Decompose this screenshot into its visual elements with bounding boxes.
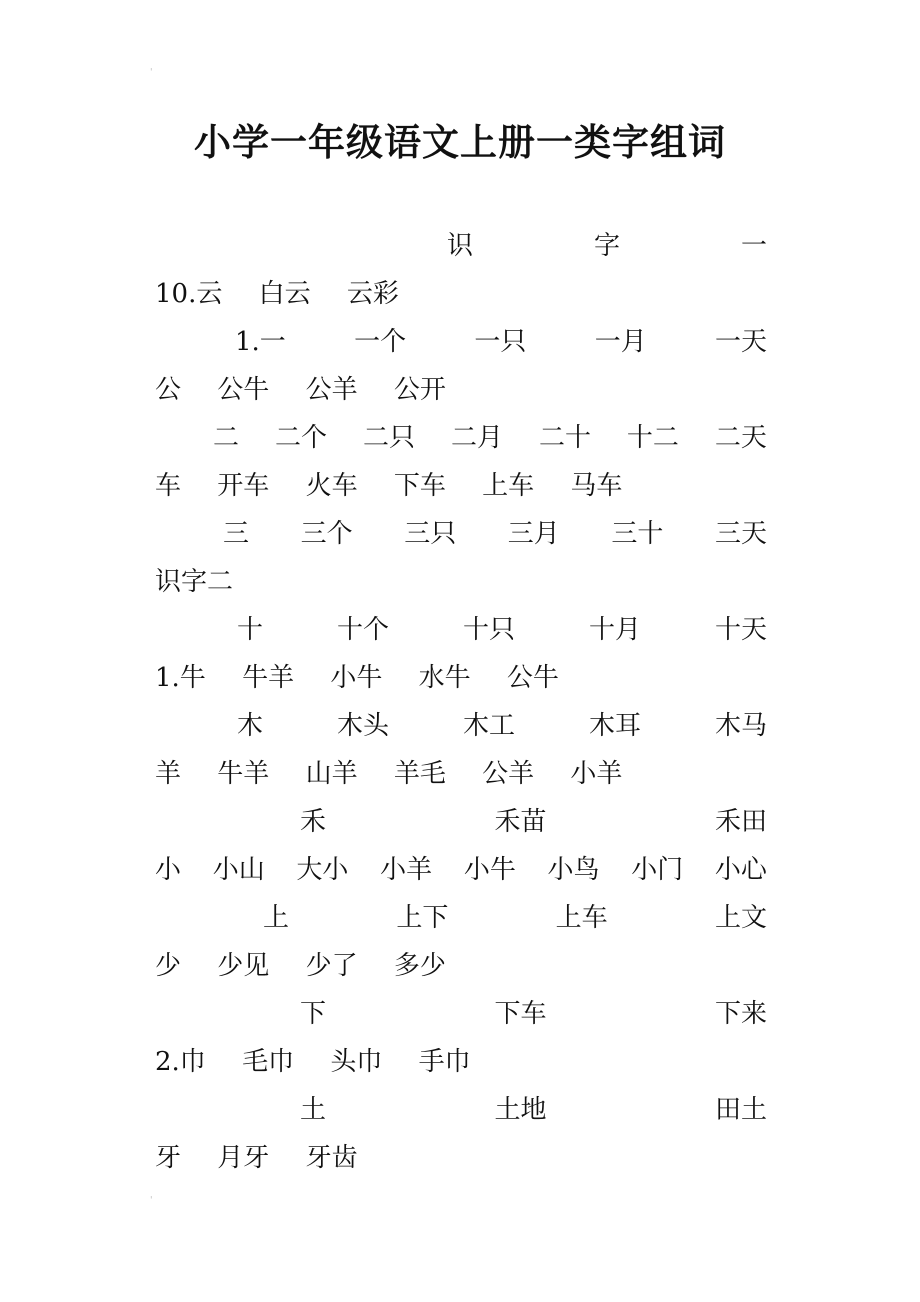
word-item: 下车 xyxy=(494,999,547,1029)
word-item: 上车 xyxy=(555,903,608,933)
word-item: 山羊 xyxy=(305,759,358,789)
word-group-line xyxy=(155,754,767,794)
word-item: 十只 xyxy=(462,615,515,645)
word-item: 三个 xyxy=(300,519,353,549)
word-group-line xyxy=(155,1138,767,1178)
word-item: 公开 xyxy=(393,375,446,405)
word-group-line xyxy=(155,514,767,554)
word-item: 公 xyxy=(155,375,182,405)
word-item: 牛羊 xyxy=(217,759,270,789)
word-item: 小牛 xyxy=(463,855,516,885)
heading-char: 识 xyxy=(447,231,474,261)
word-item: 一天 xyxy=(714,327,767,357)
word-item: 公牛 xyxy=(506,663,559,693)
document-title: 小学一年级语文上册一类字组词 xyxy=(194,121,726,164)
scan-mark: ' xyxy=(150,68,153,78)
word-item: 木耳 xyxy=(588,711,641,741)
word-item: 二十 xyxy=(538,423,591,453)
word-item: 头巾 xyxy=(330,1047,383,1077)
word-item: 小牛 xyxy=(330,663,383,693)
word-item: 下车 xyxy=(393,471,446,501)
word-item: 十 xyxy=(237,615,264,645)
word-group-line xyxy=(155,706,767,746)
word-item: 1.牛 xyxy=(155,663,206,693)
word-item: 二 xyxy=(213,423,240,453)
word-item: 云彩 xyxy=(346,279,399,309)
word-item: 手巾 xyxy=(418,1047,471,1077)
word-item: 水牛 xyxy=(418,663,471,693)
word-item: 木头 xyxy=(336,711,389,741)
word-item: 上车 xyxy=(482,471,535,501)
word-item: 少见 xyxy=(217,951,270,981)
word-item: 10.云 xyxy=(155,279,223,309)
word-group-line xyxy=(155,1042,767,1082)
word-item: 十天 xyxy=(714,615,767,645)
word-item: 毛巾 xyxy=(242,1047,295,1077)
word-item: 二月 xyxy=(450,423,503,453)
word-group-line xyxy=(155,658,767,698)
word-item: 小门 xyxy=(631,855,684,885)
word-item: 火车 xyxy=(305,471,358,501)
word-group-line xyxy=(155,370,767,410)
word-item: 公羊 xyxy=(305,375,358,405)
word-item: 下来 xyxy=(714,999,767,1029)
word-item: 小鸟 xyxy=(547,855,600,885)
heading-char: 一 xyxy=(740,231,767,261)
word-item: 月牙 xyxy=(217,1143,270,1173)
word-item: 三月 xyxy=(507,519,560,549)
heading-line-shizi-yi xyxy=(155,226,767,266)
word-item: 羊毛 xyxy=(393,759,446,789)
word-item: 羊 xyxy=(155,759,182,789)
word-item: 公羊 xyxy=(482,759,535,789)
word-item: 禾田 xyxy=(714,807,767,837)
word-group-line xyxy=(155,418,767,458)
scan-mark: ' xyxy=(150,1196,153,1206)
word-item: 上下 xyxy=(396,903,449,933)
word-item: 土地 xyxy=(494,1095,547,1125)
word-item: 下 xyxy=(300,999,327,1029)
heading-char: 字 xyxy=(593,231,620,261)
word-item: 1.一 xyxy=(235,327,286,357)
word-group-line xyxy=(155,850,767,890)
word-group-line xyxy=(155,322,767,362)
word-item: 小山 xyxy=(212,855,265,885)
word-item: 马车 xyxy=(570,471,623,501)
word-group-line xyxy=(155,946,767,986)
word-item: 小羊 xyxy=(380,855,433,885)
word-item: 小心 xyxy=(714,855,767,885)
word-item: 木工 xyxy=(462,711,515,741)
word-item: 二天 xyxy=(714,423,767,453)
word-item: 十月 xyxy=(588,615,641,645)
word-item: 小 xyxy=(155,855,182,885)
word-group-line xyxy=(155,610,767,650)
word-item: 上文 xyxy=(714,903,767,933)
word-item: 二只 xyxy=(362,423,415,453)
word-item: 田土 xyxy=(714,1095,767,1125)
word-group-line xyxy=(155,466,767,506)
word-item: 大小 xyxy=(296,855,349,885)
word-item: 禾苗 xyxy=(494,807,547,837)
word-item: 土 xyxy=(300,1095,327,1125)
section-heading xyxy=(155,562,767,602)
word-item: 禾 xyxy=(300,807,327,837)
word-item: 十个 xyxy=(336,615,389,645)
word-group-line xyxy=(155,274,767,314)
word-item: 三只 xyxy=(404,519,457,549)
section-heading-text: 识字二 xyxy=(155,567,234,597)
word-item: 2.巾 xyxy=(155,1047,206,1077)
word-item: 木 xyxy=(237,711,264,741)
word-item: 一月 xyxy=(594,327,647,357)
word-item: 三天 xyxy=(714,519,767,549)
word-item: 小羊 xyxy=(570,759,623,789)
word-group-line xyxy=(155,1090,767,1130)
word-item: 白云 xyxy=(258,279,311,309)
word-item: 三十 xyxy=(611,519,664,549)
word-item: 二个 xyxy=(274,423,327,453)
word-item: 一只 xyxy=(474,327,527,357)
word-item: 上 xyxy=(263,903,290,933)
word-item: 牙齿 xyxy=(305,1143,358,1173)
word-item: 少了 xyxy=(305,951,358,981)
word-item: 十二 xyxy=(626,423,679,453)
word-item: 多少 xyxy=(393,951,446,981)
word-item: 木马 xyxy=(714,711,767,741)
word-group-line xyxy=(155,802,767,842)
word-item: 车 xyxy=(155,471,182,501)
word-item: 三 xyxy=(223,519,250,549)
word-item: 一个 xyxy=(354,327,407,357)
word-item: 少 xyxy=(155,951,182,981)
word-item: 牛羊 xyxy=(242,663,295,693)
word-group-line xyxy=(155,994,767,1034)
word-group-line xyxy=(155,898,767,938)
word-item: 公牛 xyxy=(217,375,270,405)
word-item: 牙 xyxy=(155,1143,182,1173)
word-item: 开车 xyxy=(217,471,270,501)
